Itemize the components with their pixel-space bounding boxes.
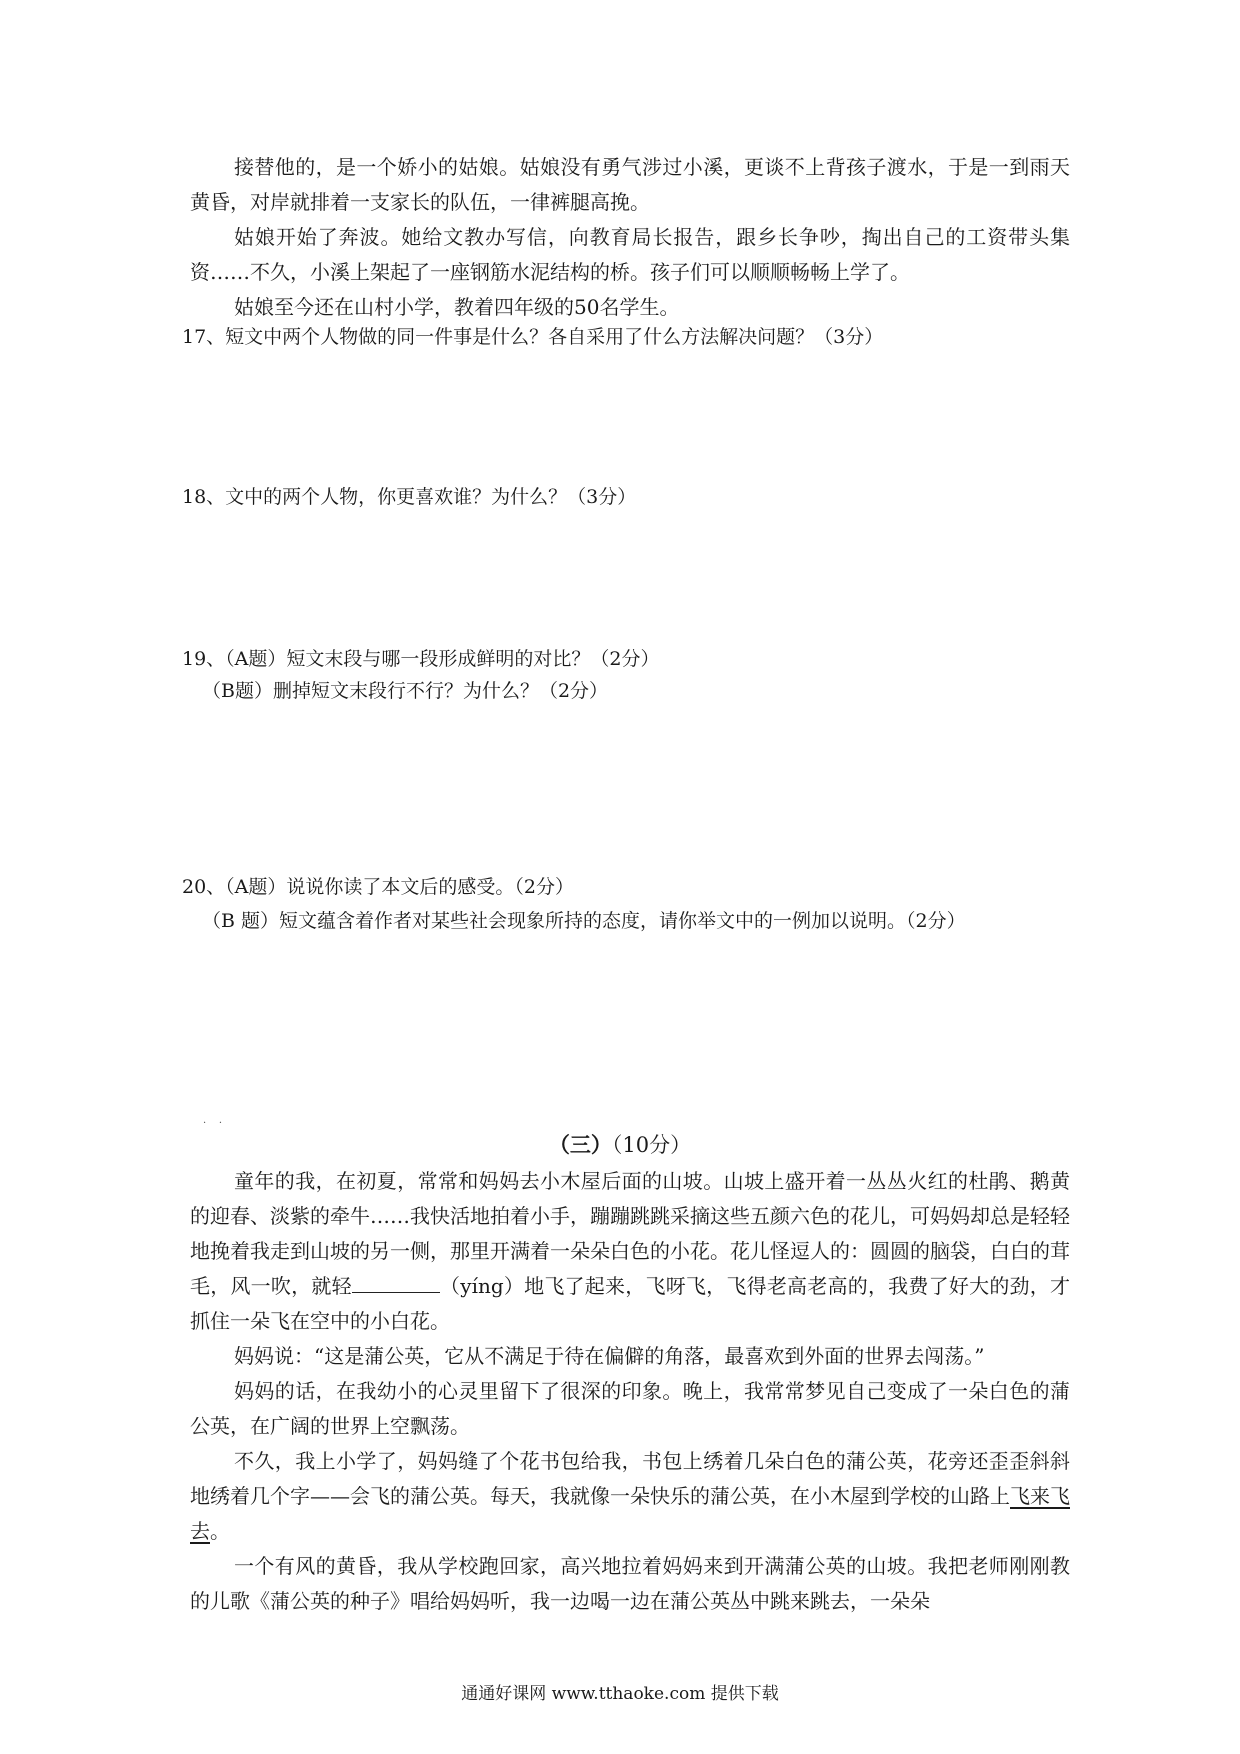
paragraph-1-text-b: 地飞了起来，飞呀飞，飞得老高老高的，我费了好大的劲，才抓住一朵飞在空中的小白花。 bbox=[190, 1274, 1070, 1333]
passage-paragraph-2: 姑娘开始了奔波。她给文教办写信，向教育局长报告，跟乡长争吵，掏出自己的工资带头集资……不久，小溪上架起了一座钢筋水泥结构的桥。孩子们可以顺顺畅畅上学了。 bbox=[190, 225, 1070, 284]
question-17: 17、短文中两个人物做的同一件事是什么？各自采用了什么方法解决问题？（3分） bbox=[182, 326, 884, 348]
underlined-phrase: 飞来飞去 bbox=[190, 1484, 1070, 1543]
paragraph-1-text-a: 童年的我，在初夏，常常和妈妈去小木屋后面的山坡。山坡上盛开着一丛丛火红的杜鹃、鹅黄的迎春、淡紫的牵牛……我快活地拍着小手，蹦蹦跳跳采摘这些五颜六色的花儿，可妈妈却总是轻轻地挽着我走到山坡的另一侧，那里开满着一朵朵白色的小花。花儿怪逗人的：圆圆的脑袋，白白的茸毛，风一吹，就轻 bbox=[190, 1169, 1070, 1298]
pinyin-hint: （yíng） bbox=[439, 1274, 525, 1298]
section-3-paragraph-4 bbox=[190, 1444, 1070, 1549]
scan-specks: · · bbox=[203, 1118, 223, 1129]
fill-in-blank[interactable] bbox=[352, 1270, 440, 1293]
section-3-paragraph-3: 妈妈的话，在我幼小的心灵里留下了很深的印象。晚上，我常常梦见自己变成了一朵白色的蒲公英，在广阔的世界上空飘荡。 bbox=[190, 1379, 1070, 1438]
section-3-paragraph-2: 妈妈说：“这是蒲公英，它从不满足于待在偏僻的角落，最喜欢到外面的世界去闯荡。” bbox=[234, 1344, 985, 1368]
section-3-title: （三） bbox=[548, 1132, 612, 1157]
section-3-paragraph-1 bbox=[190, 1164, 1070, 1339]
paragraph-4-end: 。 bbox=[210, 1519, 230, 1543]
passage-paragraph-1: 接替他的，是一个娇小的姑娘。姑娘没有勇气涉过小溪，更谈不上背孩子渡水，于是一到雨天黄昏，对岸就排着一支家长的队伍，一律裤腿高挽。 bbox=[190, 155, 1070, 214]
question-20-a: 20、（A题）说说你读了本文后的感受。（2分） bbox=[182, 876, 574, 898]
section-3-paragraph-5: 一个有风的黄昏，我从学校跑回家，高兴地拉着妈妈来到开满蒲公英的山坡。我把老师刚刚教的儿歌《蒲公英的种子》唱给妈妈听，我一边喝一边在蒲公英丛中跳来跳去，一朵朵 bbox=[190, 1554, 1070, 1613]
footer-credit: 通通好课网 www.tthaoke.com 提供下载 bbox=[461, 1684, 779, 1704]
question-20-b: （B 题）短文蕴含着作者对某些社会现象所持的态度，请你举文中的一例加以说明。（2分） bbox=[202, 910, 966, 932]
question-18: 18、文中的两个人物，你更喜欢谁？为什么？（3分） bbox=[182, 486, 637, 508]
paragraph-4-text: 不久，我上小学了，妈妈缝了个花书包给我，书包上绣着几朵白色的蒲公英，花旁还歪歪斜斜地绣着几个字——会飞的蒲公英。每天，我就像一朵快乐的蒲公英，在小木屋到学校的山路上 bbox=[190, 1449, 1070, 1508]
question-19-a: 19、（A题）短文末段与哪一段形成鲜明的对比？（2分） bbox=[182, 648, 660, 670]
passage-paragraph-3: 姑娘至今还在山村小学，教着四年级的50名学生。 bbox=[234, 295, 680, 319]
question-19-b: （B题）删掉短文末段行不行？为什么？（2分） bbox=[202, 680, 609, 702]
section-3-heading bbox=[0, 1128, 1240, 1162]
section-3-points: （10分） bbox=[611, 1133, 692, 1157]
